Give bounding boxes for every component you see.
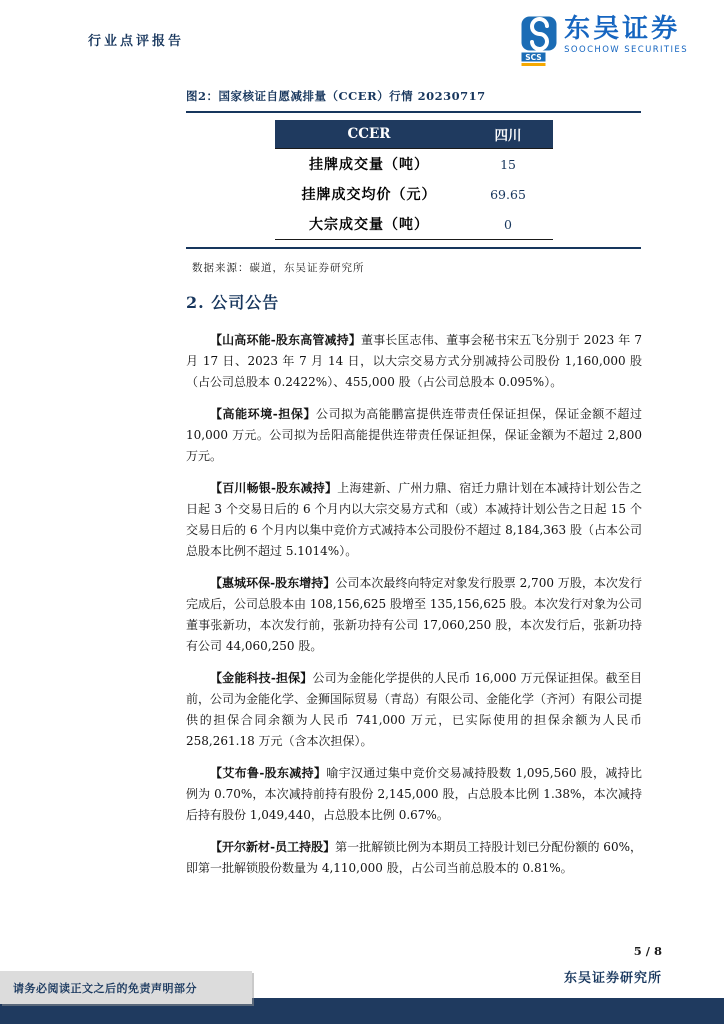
table-row bbox=[275, 149, 553, 180]
table-col-sichuan: 四川 bbox=[464, 120, 553, 149]
row-value: 15 bbox=[500, 156, 516, 172]
table-row bbox=[275, 179, 553, 209]
announcement-text: 董事长匡志伟、董事会秘书宋五飞分别于 2023 年 7 月 17 日、2023 年 7 月 14 日，以大宗交易方式分别减持公司股份 1,160,000 股（占公司总股本 0.2422%）、455,000 股（占公司总股本 0.095%）。 bbox=[186, 333, 642, 389]
announcement-text: 第一批解锁比例为本期员工持股计划已分配份额的 60%，即第一批解锁股份数量为 4,110,000 股，占公司当前总股本的 0.81%。 bbox=[186, 840, 642, 875]
row-value: 0 bbox=[504, 216, 512, 232]
page-number: 5 / 8 bbox=[633, 944, 662, 958]
announcement-text: 公司拟为高能鹏富提供连带责任保证担保，保证金额不超过 10,000 万元。公司拟为岳阳高能提供连带责任保证担保，保证金额为不超过 2,800 万元。 bbox=[186, 407, 642, 463]
table-row bbox=[275, 209, 553, 240]
logo-name-en: SOOCHOW SECURITIES bbox=[564, 45, 688, 56]
announcement-paragraph bbox=[186, 478, 642, 562]
announcement-tag: 【高能环境-担保】 bbox=[210, 407, 317, 421]
figure-2-block bbox=[186, 88, 641, 275]
logo-name-cn: 东吴证券 bbox=[564, 14, 681, 44]
announcement-tag: 【山高环能-股东高管减持】 bbox=[210, 333, 361, 347]
row-label: 挂牌成交均价（元） bbox=[301, 187, 437, 203]
table-header-row bbox=[275, 120, 553, 149]
figure-bottom-rule bbox=[186, 247, 641, 249]
announcement-tag: 【艾布鲁-股东减持】 bbox=[210, 766, 327, 780]
announcement-paragraph bbox=[186, 763, 642, 826]
announcement-text: 公司为金能化学提供的人民币 16,000 万元保证担保。截至目前，公司为金能化学、金狮国际贸易（青岛）有限公司、金能化学（齐河）有限公司提供的担保合同余额为人民币 741,000 万元，已实际使用的担保余额为人民币 258,261.18 万元（含本次担保）。 bbox=[186, 671, 643, 748]
announcement-tag: 【百川畅银-股东减持】 bbox=[210, 481, 338, 495]
announcement-tag: 【开尔新材-员工持股】 bbox=[210, 840, 336, 854]
announcement-paragraph bbox=[186, 404, 642, 467]
row-label: 大宗成交量（吨） bbox=[309, 217, 430, 233]
announcement-text: 喻宇汉通过集中竞价交易减持股数 1,095,560 股，减持比例为 0.70%，本次减持前持有股份 2,145,000 股，占总股本比例 1.38%，本次减持后持有股份 1,049,440，占总股本比例 0.67%。 bbox=[186, 766, 643, 822]
disclaimer-box bbox=[0, 971, 252, 1004]
announcement-paragraph bbox=[186, 668, 642, 752]
announcement-paragraph bbox=[186, 330, 642, 393]
section-heading: 2. 公司公告 bbox=[186, 293, 280, 312]
row-label: 挂牌成交量（吨） bbox=[309, 157, 430, 173]
data-source-note: 数据来源：碳道，东吴证券研究所 bbox=[192, 262, 365, 274]
institute-name: 东吴证券研究所 bbox=[563, 971, 662, 986]
announcement-text: 公司本次最终向特定对象发行股票 2,700 万股，本次发行完成后，公司总股本由 108,156,625 股增至 135,156,625 股。本次发行对象为公司董事张新功，本次发行前，张新功持有公司 17,060,250 股，本次发行后，张新功持有公司 44,060,250 股。 bbox=[186, 576, 642, 653]
disclaimer-text: 请务必阅读正文之后的免责声明部分 bbox=[13, 981, 197, 995]
report-type-label: 行业点评报告 bbox=[88, 34, 185, 49]
announcement-paragraph bbox=[186, 573, 642, 657]
announcement-paragraph bbox=[186, 837, 642, 879]
figure-title: 图2：国家核证自愿减排量（CCER）行情 20230717 bbox=[186, 88, 641, 113]
row-value: 69.65 bbox=[490, 186, 526, 202]
soochow-securities-logo bbox=[521, 16, 688, 70]
table-col-ccer: CCER bbox=[275, 120, 464, 149]
announcements-body bbox=[186, 330, 642, 890]
svg-text:SCS: SCS bbox=[525, 53, 542, 62]
announcement-tag: 【惠城环保-股东增持】 bbox=[210, 576, 336, 590]
soochow-logo-icon bbox=[521, 16, 557, 70]
ccer-table bbox=[275, 120, 553, 240]
announcement-tag: 【金能科技-担保】 bbox=[210, 671, 313, 685]
announcement-text: 上海建新、广州力鼎、宿迁力鼎计划在本减持计划公告之日起 3 个交易日后的 6 个月内以大宗交易方式和（或）本减持计划公告之日起 15 个交易日后的 6 个月内以集中竞价方式减持本公司股份不超过 8,184,363 股（占本公司总股本比例不超过 5.1014%）。 bbox=[186, 481, 642, 558]
